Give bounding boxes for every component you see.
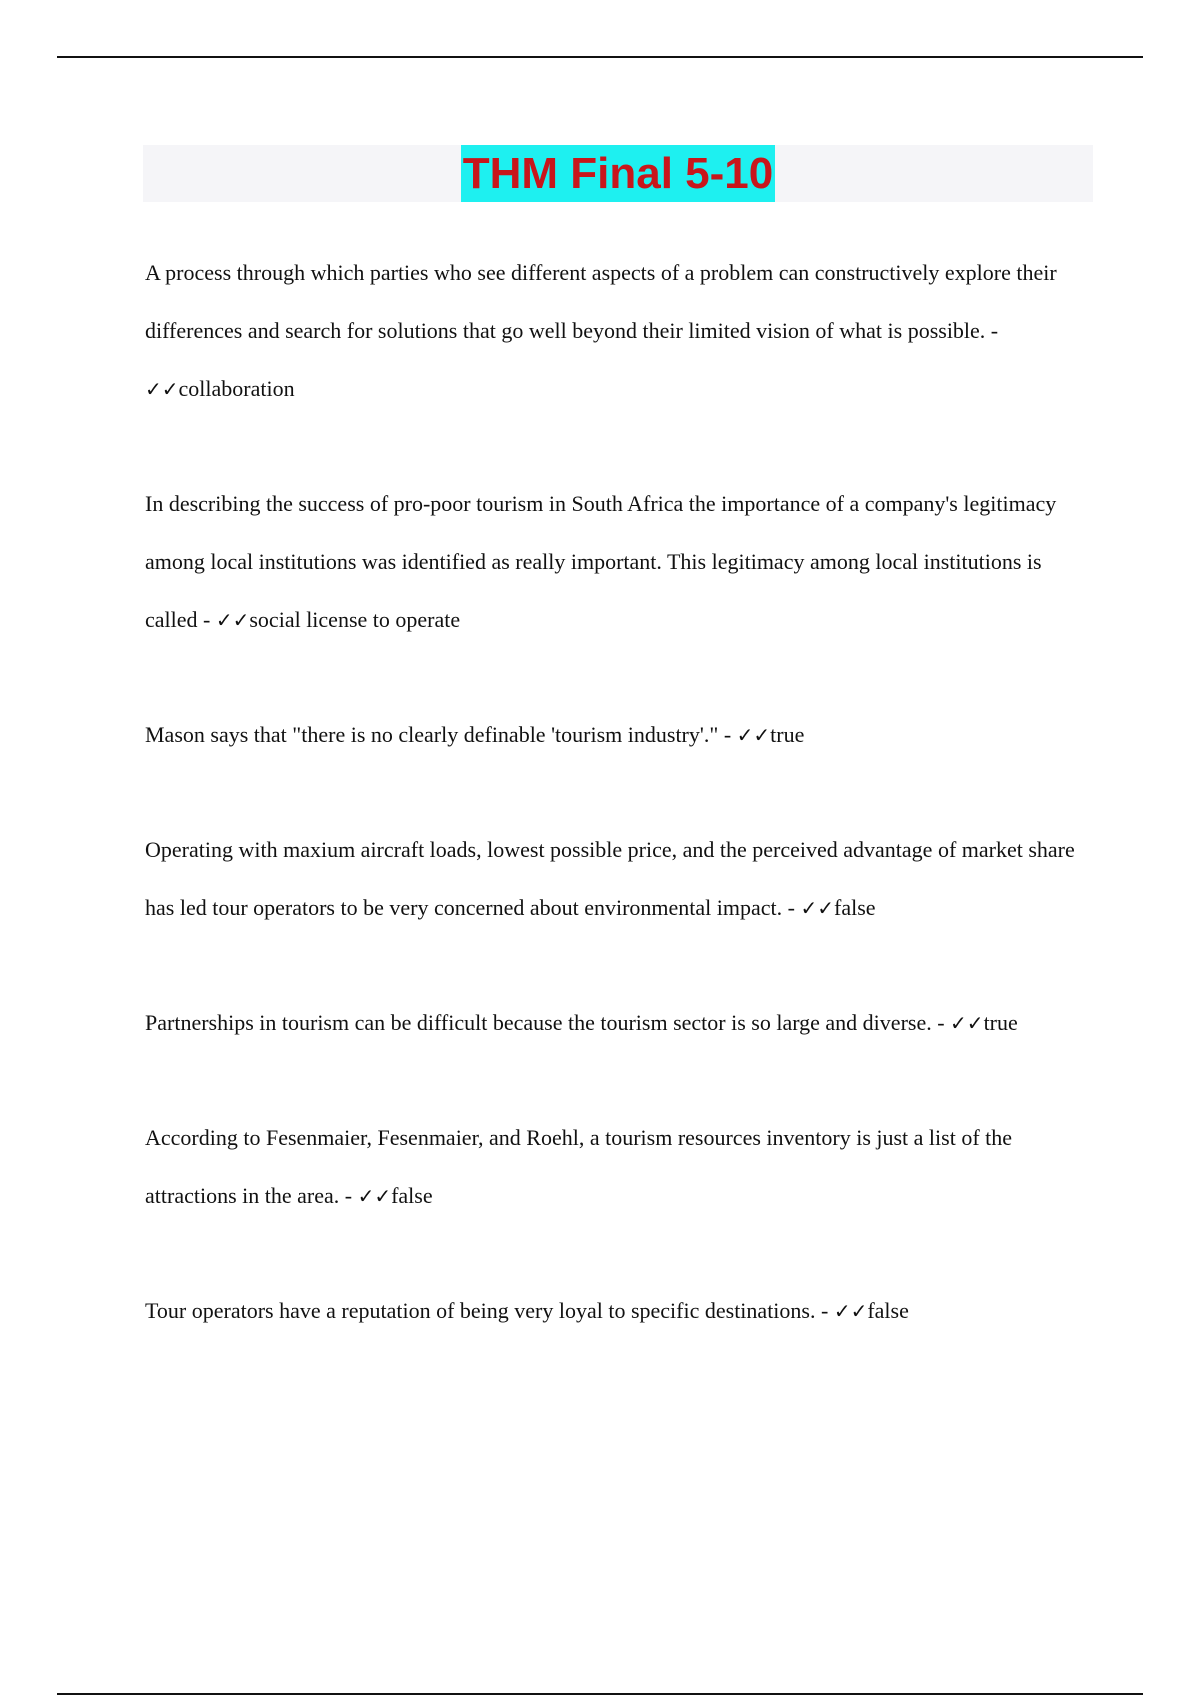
- document-title: THM Final 5-10: [461, 145, 776, 202]
- question-text: A process through which parties who see different aspects of a problem can constructively explore their differences and search for solutions that go well beyond their limited vision of what is possible. -: [145, 260, 1057, 343]
- question-text: According to Fesenmaier, Fesenmaier, and Roehl, a tourism resources inventory is just a list of the attractions in the area. -: [145, 1125, 1013, 1208]
- double-check-icon: ✓✓: [833, 1299, 868, 1323]
- answer-text: false: [391, 1183, 433, 1208]
- qa-item-7: [145, 1282, 1095, 1340]
- double-check-icon: ✓✓: [357, 1184, 392, 1208]
- qa-list: [145, 244, 1095, 1397]
- header-rule: [57, 56, 1143, 58]
- double-check-icon: ✓✓: [950, 1011, 984, 1035]
- title-band: [143, 145, 1093, 202]
- answer-text: true: [983, 1010, 1018, 1035]
- qa-item-5: [145, 994, 1095, 1052]
- answer-text: false: [834, 895, 876, 920]
- qa-item-6: [145, 1109, 1095, 1225]
- answer-text: false: [867, 1298, 909, 1323]
- answer-text: collaboration: [178, 376, 295, 401]
- qa-item-3: [145, 706, 1095, 764]
- question-text: In describing the success of pro-poor tourism in South Africa the importance of a company's legitimacy among local institutions was identified as really important. This legitimacy among local institutions is called -: [145, 491, 1057, 632]
- double-check-icon: ✓✓: [736, 723, 771, 747]
- double-check-icon: ✓✓: [215, 608, 250, 632]
- question-text: Operating with maxium aircraft loads, lowest possible price, and the perceived advantage of market share has led tour operators to be very concerned about environmental impact. -: [145, 837, 1075, 920]
- question-text: Mason says that "there is no clearly definable 'tourism industry'." -: [145, 722, 732, 747]
- answer-text: social license to operate: [249, 607, 461, 632]
- qa-item-2: [145, 475, 1095, 649]
- qa-item-1: [145, 244, 1095, 418]
- answer-text: true: [770, 722, 805, 747]
- double-check-icon: ✓✓: [800, 896, 835, 920]
- qa-item-4: [145, 821, 1095, 937]
- question-text: Partnerships in tourism can be difficult because the tourism sector is so large and diverse. -: [145, 1010, 945, 1035]
- double-check-icon: ✓✓: [145, 377, 179, 401]
- question-text: Tour operators have a reputation of being very loyal to specific destinations. -: [145, 1298, 829, 1323]
- footer-rule: [57, 1693, 1143, 1695]
